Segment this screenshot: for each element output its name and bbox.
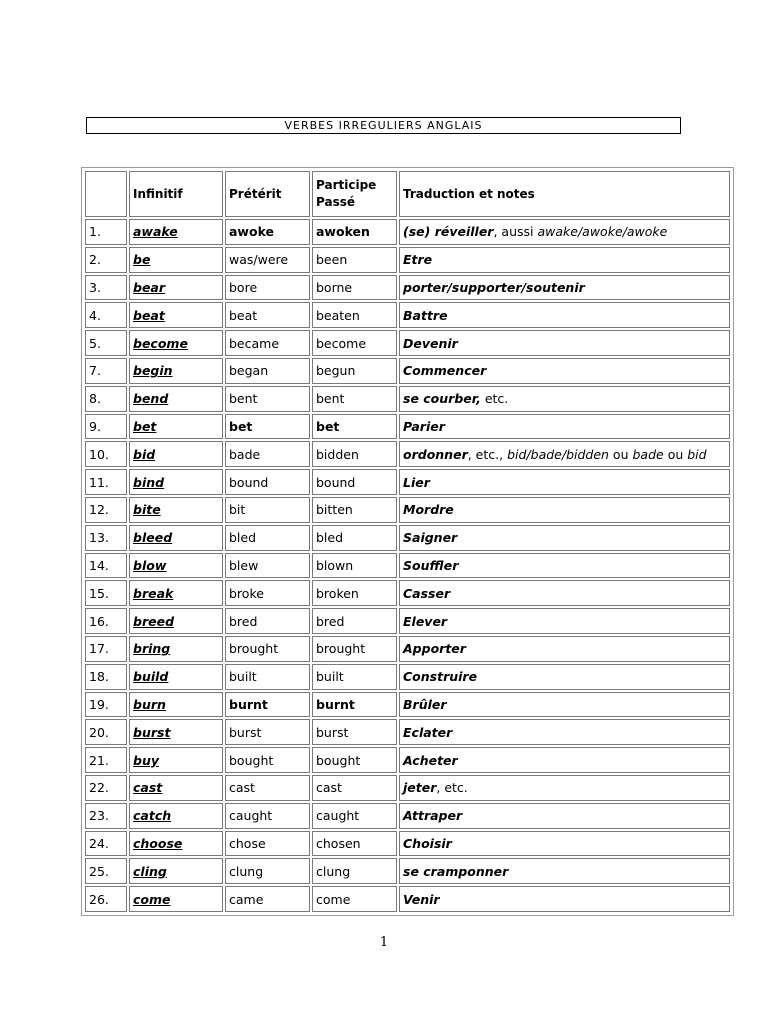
past-participle-cell: burnt: [312, 692, 397, 718]
translation-segment: etc.: [480, 391, 509, 407]
past-participle-cell: beaten: [312, 302, 397, 328]
translation-cell: [399, 219, 730, 245]
table-row: [85, 580, 730, 606]
infinitive-cell: buy: [129, 747, 223, 773]
past-participle-cell: brought: [312, 636, 397, 662]
translation-segment: ou: [608, 446, 633, 462]
translation-segment: se courber,: [403, 391, 481, 407]
row-number: 11.: [85, 469, 127, 495]
table-row: [85, 747, 730, 773]
preterit-cell: blew: [225, 553, 310, 579]
table-body: [85, 219, 730, 912]
translation-segment: Apporter: [403, 641, 466, 657]
row-number: 9.: [85, 414, 127, 440]
preterit-cell: came: [225, 886, 310, 912]
table-row: [85, 608, 730, 634]
preterit-cell: awoke: [225, 219, 310, 245]
row-number: 12.: [85, 497, 127, 523]
infinitive-cell: become: [129, 330, 223, 356]
table-row: [85, 664, 730, 690]
infinitive-cell: come: [129, 886, 223, 912]
table-row: [85, 803, 730, 829]
translation-segment: Construire: [403, 669, 478, 685]
translation-cell: [399, 831, 730, 857]
infinitive-cell: bring: [129, 636, 223, 662]
preterit-cell: clung: [225, 858, 310, 884]
preterit-cell: burnt: [225, 692, 310, 718]
header-number: [85, 171, 127, 217]
table-header-row: [85, 171, 730, 217]
infinitive-cell: begin: [129, 358, 223, 384]
past-participle-cell: awoken: [312, 219, 397, 245]
translation-segment: awake/awoke/awoke: [537, 224, 668, 240]
infinitive-cell: breed: [129, 608, 223, 634]
translation-cell: [399, 608, 730, 634]
infinitive-cell: bet: [129, 414, 223, 440]
infinitive-cell: burst: [129, 719, 223, 745]
infinitive-cell: bend: [129, 386, 223, 412]
translation-cell: [399, 858, 730, 884]
translation-cell: [399, 302, 730, 328]
translation-segment: se cramponner: [403, 863, 509, 879]
page-number: 1: [379, 935, 389, 950]
preterit-cell: bit: [225, 497, 310, 523]
preterit-cell: broke: [225, 580, 310, 606]
past-participle-cell: chosen: [312, 831, 397, 857]
translation-segment: bade: [632, 446, 664, 462]
past-participle-cell: caught: [312, 803, 397, 829]
past-participle-cell: borne: [312, 275, 397, 301]
preterit-cell: bent: [225, 386, 310, 412]
infinitive-cell: be: [129, 247, 223, 273]
translation-segment: , etc.,: [467, 446, 508, 462]
header-participe-passe: [312, 171, 397, 217]
past-participle-cell: come: [312, 886, 397, 912]
infinitive-cell: catch: [129, 803, 223, 829]
row-number: 25.: [85, 858, 127, 884]
preterit-cell: burst: [225, 719, 310, 745]
row-number: 8.: [85, 386, 127, 412]
infinitive-cell: bear: [129, 275, 223, 301]
translation-cell: [399, 247, 730, 273]
header-participe-line1: Participe: [316, 178, 377, 192]
table-row: [85, 497, 730, 523]
table-row: [85, 775, 730, 801]
translation-cell: [399, 692, 730, 718]
past-participle-cell: become: [312, 330, 397, 356]
infinitive-cell: bid: [129, 441, 223, 467]
preterit-cell: bet: [225, 414, 310, 440]
table-row: [85, 858, 730, 884]
preterit-cell: began: [225, 358, 310, 384]
row-number: 26.: [85, 886, 127, 912]
translation-cell: [399, 469, 730, 495]
infinitive-cell: bleed: [129, 525, 223, 551]
translation-segment: Commencer: [403, 363, 487, 379]
row-number: 13.: [85, 525, 127, 551]
preterit-cell: bled: [225, 525, 310, 551]
row-number: 18.: [85, 664, 127, 690]
translation-cell: [399, 636, 730, 662]
preterit-cell: was/were: [225, 247, 310, 273]
translation-segment: Etre: [403, 252, 433, 268]
row-number: 7.: [85, 358, 127, 384]
translation-cell: [399, 330, 730, 356]
translation-segment: Saigner: [403, 530, 458, 546]
table-row: [85, 441, 730, 467]
past-participle-cell: bidden: [312, 441, 397, 467]
document-title: VERBES IRREGULIERS ANGLAIS: [86, 117, 681, 134]
translation-segment: Choisir: [403, 835, 452, 851]
translation-cell: [399, 441, 730, 467]
translation-cell: [399, 386, 730, 412]
preterit-cell: beat: [225, 302, 310, 328]
preterit-cell: brought: [225, 636, 310, 662]
preterit-cell: bore: [225, 275, 310, 301]
header-participe-line2: Passé: [316, 195, 355, 209]
translation-cell: [399, 414, 730, 440]
translation-segment: Acheter: [403, 752, 458, 768]
table-row: [85, 219, 730, 245]
translation-segment: Souffler: [403, 557, 459, 573]
verbs-table-container: [81, 167, 734, 916]
past-participle-cell: been: [312, 247, 397, 273]
table-row: [85, 358, 730, 384]
translation-cell: [399, 275, 730, 301]
header-preterit: Prétérit: [225, 171, 310, 217]
translation-cell: [399, 803, 730, 829]
preterit-cell: cast: [225, 775, 310, 801]
past-participle-cell: bent: [312, 386, 397, 412]
table-row: [85, 469, 730, 495]
infinitive-cell: bite: [129, 497, 223, 523]
past-participle-cell: broken: [312, 580, 397, 606]
past-participle-cell: begun: [312, 358, 397, 384]
translation-segment: Lier: [403, 474, 430, 490]
row-number: 3.: [85, 275, 127, 301]
row-number: 22.: [85, 775, 127, 801]
translation-segment: Eclater: [403, 724, 453, 740]
table-row: [85, 831, 730, 857]
translation-cell: [399, 358, 730, 384]
infinitive-cell: cast: [129, 775, 223, 801]
translation-segment: Battre: [403, 307, 448, 323]
translation-cell: [399, 775, 730, 801]
past-participle-cell: clung: [312, 858, 397, 884]
translation-cell: [399, 580, 730, 606]
row-number: 23.: [85, 803, 127, 829]
past-participle-cell: bought: [312, 747, 397, 773]
row-number: 17.: [85, 636, 127, 662]
translation-cell: [399, 525, 730, 551]
table-row: [85, 692, 730, 718]
past-participle-cell: cast: [312, 775, 397, 801]
past-participle-cell: bled: [312, 525, 397, 551]
table-row: [85, 414, 730, 440]
row-number: 14.: [85, 553, 127, 579]
translation-segment: Parier: [403, 418, 445, 434]
table-row: [85, 275, 730, 301]
past-participle-cell: bred: [312, 608, 397, 634]
infinitive-cell: blow: [129, 553, 223, 579]
translation-segment: jeter: [403, 780, 437, 796]
infinitive-cell: awake: [129, 219, 223, 245]
infinitive-cell: choose: [129, 831, 223, 857]
infinitive-cell: bind: [129, 469, 223, 495]
row-number: 20.: [85, 719, 127, 745]
row-number: 24.: [85, 831, 127, 857]
table-row: [85, 386, 730, 412]
translation-cell: [399, 747, 730, 773]
table-row: [85, 525, 730, 551]
translation-segment: Devenir: [403, 335, 458, 351]
row-number: 2.: [85, 247, 127, 273]
header-traduction: Traduction et notes: [399, 171, 730, 217]
translation-segment: , aussi: [493, 224, 538, 240]
translation-segment: ordonner: [403, 446, 468, 462]
header-infinitif: Infinitif: [129, 171, 223, 217]
translation-cell: [399, 664, 730, 690]
row-number: 5.: [85, 330, 127, 356]
preterit-cell: bred: [225, 608, 310, 634]
row-number: 16.: [85, 608, 127, 634]
row-number: 1.: [85, 219, 127, 245]
table-row: [85, 302, 730, 328]
preterit-cell: bound: [225, 469, 310, 495]
translation-segment: ou: [663, 446, 688, 462]
translation-segment: Mordre: [403, 502, 454, 518]
past-participle-cell: blown: [312, 553, 397, 579]
translation-segment: (se) réveiller: [403, 224, 494, 240]
row-number: 15.: [85, 580, 127, 606]
translation-segment: Venir: [403, 891, 440, 907]
translation-segment: Attraper: [403, 808, 463, 824]
translation-segment: bid/bade/bidden: [507, 446, 609, 462]
past-participle-cell: bitten: [312, 497, 397, 523]
table-row: [85, 330, 730, 356]
translation-cell: [399, 719, 730, 745]
preterit-cell: became: [225, 330, 310, 356]
infinitive-cell: cling: [129, 858, 223, 884]
past-participle-cell: burst: [312, 719, 397, 745]
translation-segment: Elever: [403, 613, 448, 629]
infinitive-cell: build: [129, 664, 223, 690]
past-participle-cell: bound: [312, 469, 397, 495]
past-participle-cell: bet: [312, 414, 397, 440]
row-number: 4.: [85, 302, 127, 328]
translation-cell: [399, 886, 730, 912]
table-row: [85, 719, 730, 745]
row-number: 19.: [85, 692, 127, 718]
infinitive-cell: break: [129, 580, 223, 606]
translation-segment: porter/supporter/soutenir: [403, 279, 585, 295]
preterit-cell: bought: [225, 747, 310, 773]
preterit-cell: bade: [225, 441, 310, 467]
translation-cell: [399, 553, 730, 579]
table-row: [85, 247, 730, 273]
row-number: 10.: [85, 441, 127, 467]
preterit-cell: chose: [225, 831, 310, 857]
past-participle-cell: built: [312, 664, 397, 690]
preterit-cell: built: [225, 664, 310, 690]
translation-cell: [399, 497, 730, 523]
translation-segment: bid: [687, 446, 707, 462]
preterit-cell: caught: [225, 803, 310, 829]
translation-segment: Brûler: [403, 696, 447, 712]
table-row: [85, 886, 730, 912]
infinitive-cell: beat: [129, 302, 223, 328]
irregular-verbs-table: [83, 169, 732, 914]
row-number: 21.: [85, 747, 127, 773]
table-row: [85, 553, 730, 579]
translation-segment: Casser: [403, 585, 451, 601]
infinitive-cell: burn: [129, 692, 223, 718]
table-row: [85, 636, 730, 662]
translation-segment: , etc.: [436, 780, 468, 796]
